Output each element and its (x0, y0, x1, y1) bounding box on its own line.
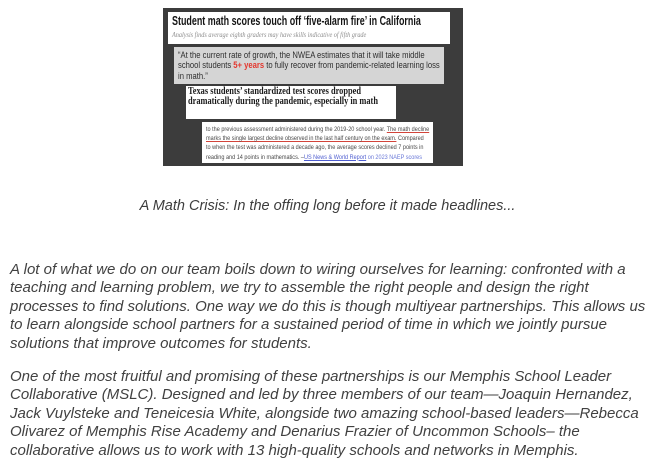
quote-highlight: 5+ years (233, 60, 265, 71)
paragraph-2: One of the most fruitful and promising of these partnerships is our Memphis School Leader Collaborative (MSLC). Designed and led by three members of our team—Joaquin Hernandez, Jack Vuylsteke and Teneicesia White, alongside two amazing school-based leaders—Rebecca Olivarez of Memphis Rise Academy and Denarius Frazier of Uncommon Schools– the collaborative allows us to work with 13 high-quality schools and networks in Memphis. (10, 368, 639, 459)
news-collage-image (163, 8, 463, 166)
texas-headline-title: Texas students’ standardized test scores dropped dramatically during the pandemic, especially in math (188, 86, 378, 108)
headline-subtitle: Analysis finds average eighth graders may have skills indicative of fifth grade (172, 31, 367, 39)
image-caption: A Math Crisis: In the offing long before it made headlines... (139, 198, 516, 214)
paragraph-1: A lot of what we do on our team boils down to wiring ourselves for learning: confronted with a teaching and learning problem, we try to assemble the right people and design the right processes to find solutions. One way we do this is though multiyear partnerships. This allows us to learn alongside school partners for a sustained period of time in which we jointly pursue solutions that improve outcomes for students. (10, 261, 646, 352)
texas-headline-card (186, 86, 396, 119)
article-excerpt-card (202, 122, 433, 163)
quote-text-after: to fully recover from pandemic-related learning loss in math.” (178, 60, 440, 81)
quote-text-before: “At the current rate of growth, the NWEA estimates that it will take middle school students (178, 50, 425, 71)
headline-title: Student math scores touch off ‘five-alarm fire’ in California (172, 14, 421, 28)
quote-text (178, 50, 441, 81)
source-link[interactable]: US News & World Report (303, 153, 367, 161)
naep-note: on 2023 NAEP scores (366, 153, 423, 161)
excerpt-text-mid: Compared to when the test was administered a decade ago, the average scores declined 7 points in reading and 14 points in mathematics. – (206, 135, 424, 161)
article-body (10, 261, 648, 474)
excerpt-text (206, 125, 430, 162)
excerpt-underlined-sentence: The math decline marks the single largest decline observed in the last half century on the exam. (206, 126, 430, 143)
headline-card (168, 12, 450, 44)
quote-card (174, 47, 444, 84)
excerpt-text-start: to the previous assessment administered during the 2019-20 school year. (206, 126, 387, 133)
